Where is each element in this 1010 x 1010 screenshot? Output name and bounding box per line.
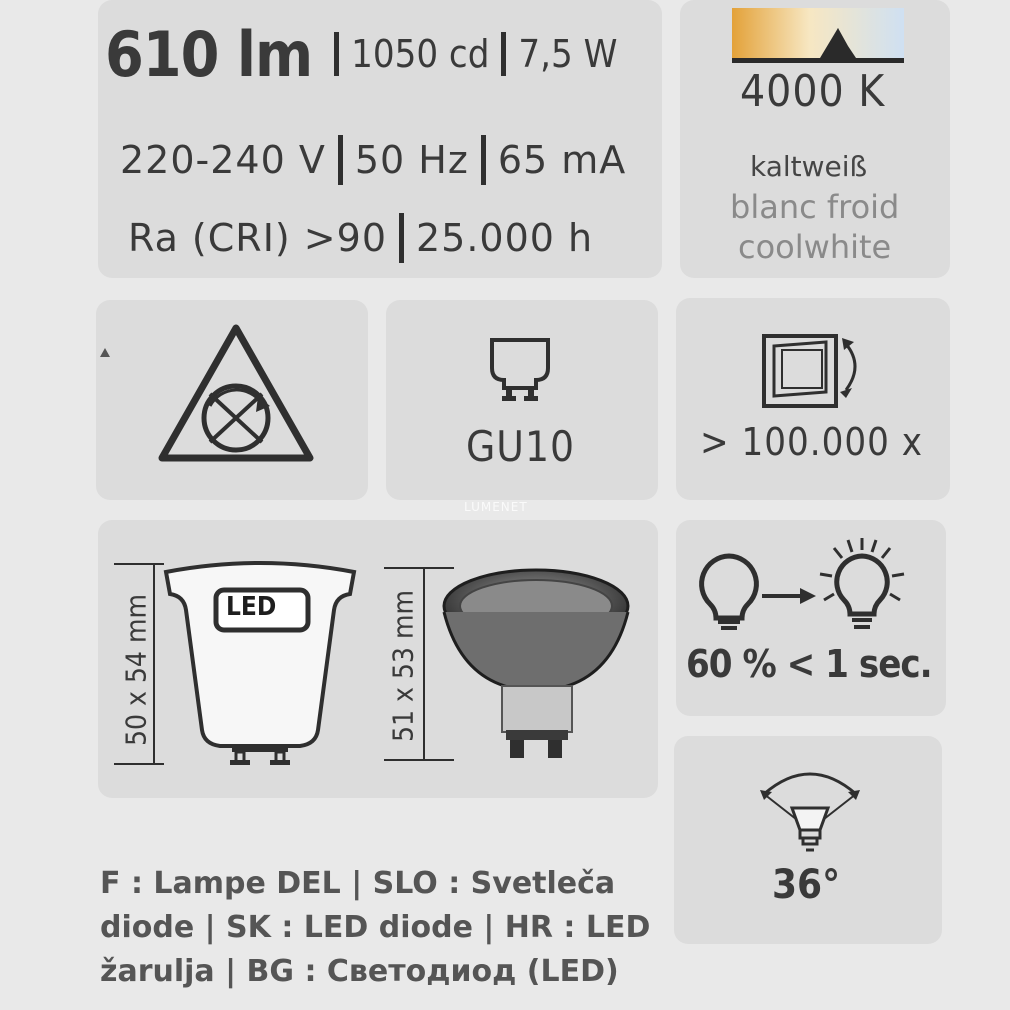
- separator: [481, 135, 486, 185]
- bulb-off-icon: [696, 552, 762, 630]
- watermark: LUMENET: [464, 500, 528, 514]
- candela-value: 1050 cd: [351, 32, 490, 76]
- spec-row-2: [120, 132, 626, 188]
- separator: [399, 213, 404, 263]
- arrow-right-icon: [760, 586, 820, 606]
- socket-label: GU10: [466, 422, 576, 471]
- translation-line-2: diode | SK : LED diode | HR : LED: [100, 910, 651, 945]
- color-temp-value: 4000 K: [740, 66, 886, 117]
- switch-cycle-icon: [760, 330, 870, 410]
- cri-value: Ra (CRI) >90: [128, 216, 387, 260]
- lumen-value: 610 lm: [105, 17, 313, 91]
- led-dimension-label: 50 x 54 mm: [119, 593, 153, 747]
- color-temp-name-fr: blanc froid: [730, 188, 900, 226]
- separator: [501, 32, 506, 76]
- voltage-value: 220-240 V: [120, 138, 326, 182]
- halogen-dimension-label: 51 x 53 mm: [386, 589, 420, 743]
- gu10-socket-icon: [488, 336, 552, 406]
- lifetime-value: 25.000 h: [416, 216, 594, 260]
- halogen-bulb-icon: [440, 566, 640, 766]
- warmup-label: 60 % < 1 sec.: [686, 642, 932, 686]
- frequency-value: 50 Hz: [354, 138, 469, 182]
- beam-angle-icon: [758, 760, 862, 856]
- not-dimmable-icon: [152, 318, 320, 468]
- watt-value: 7,5 W: [518, 32, 618, 76]
- bulb-on-icon: [812, 534, 912, 634]
- led-badge-label: LED: [226, 592, 277, 622]
- color-temp-name-en: coolwhite: [738, 228, 892, 266]
- color-temp-scale-icon: [728, 6, 908, 66]
- translation-line-3: žarulja | BG : Светодиод (LED): [100, 954, 619, 989]
- translation-line-1: F : Lampe DEL | SLO : Svetleča: [100, 866, 616, 901]
- beam-angle-label: 36°: [772, 862, 841, 908]
- spec-row-1: [105, 14, 617, 94]
- current-value: 65 mA: [497, 138, 627, 182]
- spec-row-3: [128, 210, 593, 266]
- switching-label: > 100.000 x: [700, 420, 923, 464]
- color-temp-name-de: kaltweiß: [750, 150, 868, 183]
- separator: [338, 135, 343, 185]
- separator: [334, 32, 339, 76]
- small-triangle-icon: [100, 348, 110, 358]
